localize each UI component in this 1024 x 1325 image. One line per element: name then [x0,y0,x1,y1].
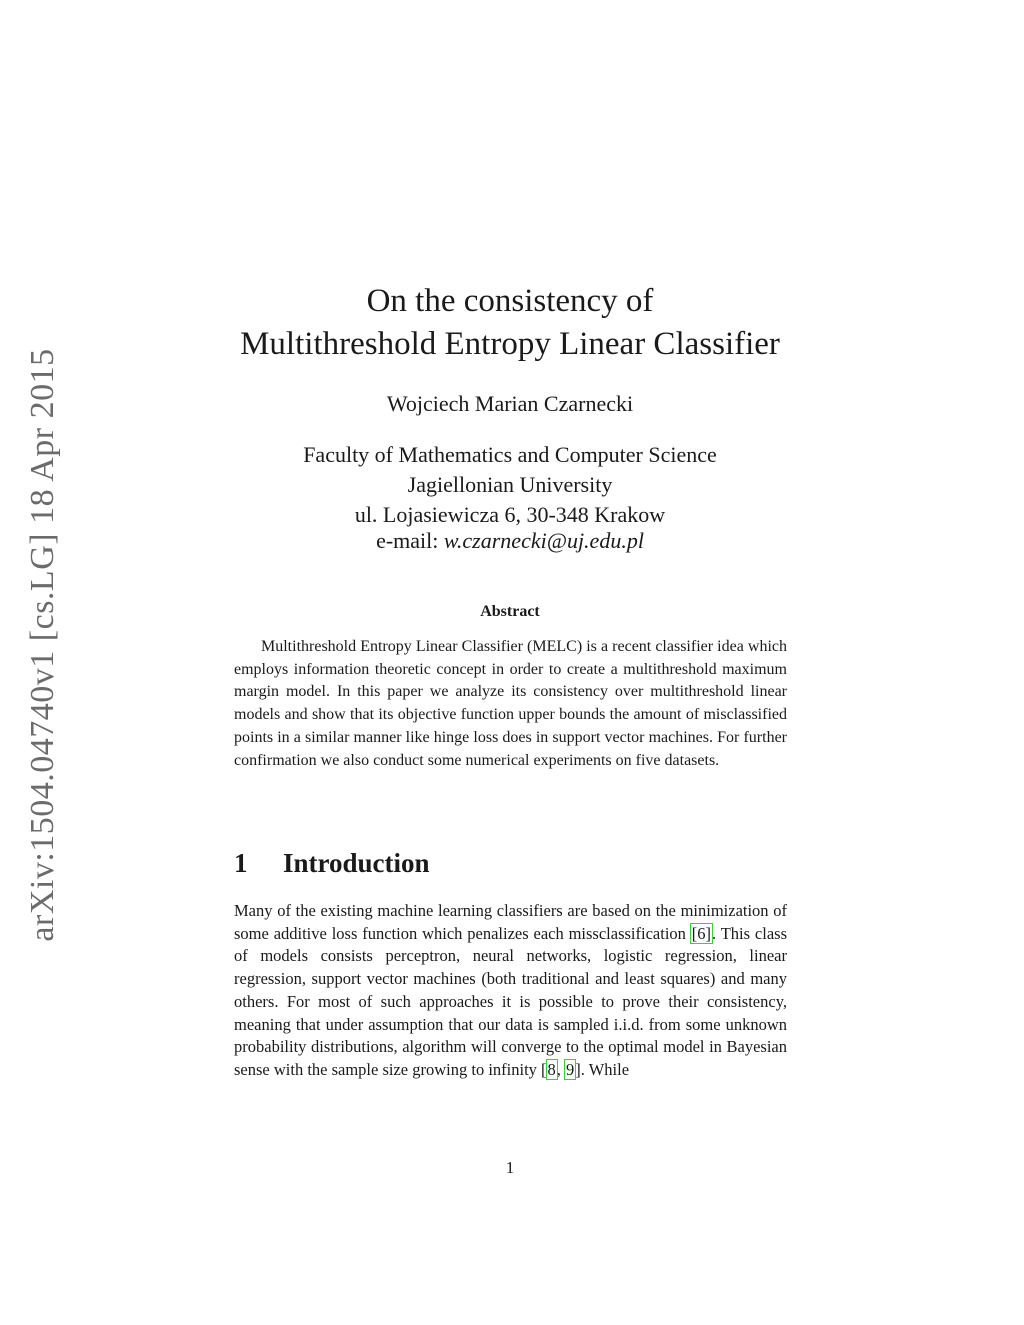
affiliation-block [180,440,840,552]
affiliation-faculty: Faculty of Mathematics and Computer Science [303,442,717,467]
author-name: Wojciech Marian Czarnecki [386,391,634,416]
introduction-paragraph [234,900,787,1082]
paper-title-line-2: Multithreshold Entropy Linear Classifier [240,326,780,362]
section-title: Introduction [283,848,430,878]
intro-text-part-2: . This class of models consists perceptron, neural networks, logistic regression, linear regression, support vector machines (both traditional and least squares) and many others. For most of such approaches it is possible to prove their consistency, meaning that under assumption that our data is sampled i.i.d. from some unknown probability distributions, algorithm will converge to the optimal model in Bayesian sense with the sample size growing to infinity [234,923,787,1079]
citation-separator: , [556,1059,566,1079]
citation-link-6[interactable]: [6] [691,923,712,943]
citation-bracket-close: ] [575,1059,581,1079]
affiliation-university: Jagiellonian University [407,472,613,497]
affiliation-email-line [180,530,840,552]
abstract-text: Multithreshold Entropy Linear Classifier (MELC) is a recent classifier idea which employs information theoretic concept in order to create a multithreshold maximum margin model. In this paper we analyze its consistency over multithreshold linear models and show that its objective function upper bounds the amount of misclassified points in a similar manner like hinge loss does in support vector machines. For further confirmation we also conduct some numerical experiments on five datasets. [234,638,787,769]
citation-bracket-open: [ [541,1059,547,1079]
email-address: w.czarnecki@uj.edu.pl [443,528,644,553]
section-heading-introduction [234,848,430,879]
section-number: 1 [234,848,248,878]
affiliation-address: ul. Lojasiewicza 6, 30-348 Krakow [354,502,666,527]
page-number: 1 [505,1158,515,1177]
paper-title [180,280,840,366]
abstract-heading: Abstract [480,603,540,620]
intro-text-part-1: Many of the existing machine learning classifiers are based on the minimization of some additive loss function which penalizes each missclassification [234,901,787,943]
citation-link-9[interactable]: 9 [566,1059,575,1079]
citation-link-8[interactable]: 8 [547,1059,556,1079]
intro-text-part-3: . While [580,1059,630,1079]
email-label: e-mail: [376,528,439,553]
arxiv-identifier: arXiv:1504.04740v1 [cs.LG] 18 Apr 2015 [24,348,61,942]
paper-title-line-1: On the consistency of [366,283,654,319]
